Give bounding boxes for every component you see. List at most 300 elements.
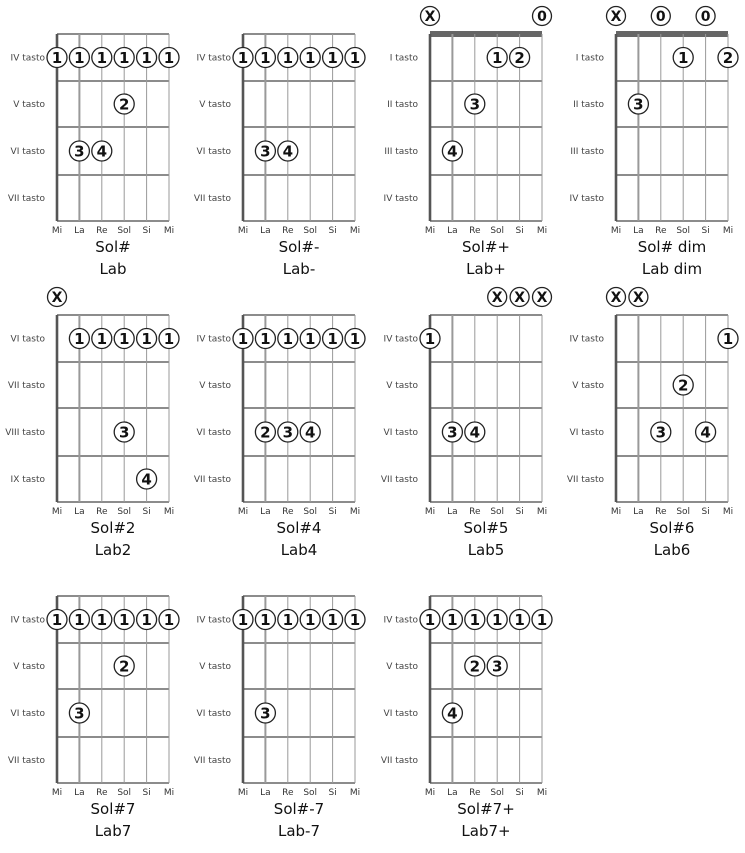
finger-dot bbox=[673, 48, 693, 68]
finger-dot bbox=[718, 329, 738, 349]
marker-label: 0 bbox=[700, 9, 711, 25]
string-label: Si bbox=[142, 507, 151, 517]
chord-name: Sol#7 bbox=[90, 800, 136, 818]
finger-dot bbox=[278, 610, 298, 630]
finger-dot bbox=[69, 703, 89, 723]
chord-alt-name: Lab-7 bbox=[277, 822, 321, 840]
finger-dot bbox=[442, 141, 462, 161]
finger-dot bbox=[159, 610, 179, 630]
chord-alt-name: Lab2 bbox=[94, 541, 132, 559]
fret-label: VII tasto bbox=[380, 756, 418, 766]
string-label: Sol bbox=[117, 226, 132, 236]
finger-number: 3 bbox=[282, 423, 294, 442]
string-label: La bbox=[74, 226, 85, 236]
finger-number: 1 bbox=[491, 49, 503, 67]
marker-label: X bbox=[514, 290, 525, 306]
finger-dot bbox=[114, 610, 134, 630]
finger-number: 3 bbox=[118, 423, 130, 442]
marker-label: 0 bbox=[537, 9, 547, 25]
string-label: Re bbox=[469, 788, 481, 798]
fret-label: I tasto bbox=[389, 53, 418, 64]
finger-number: 3 bbox=[260, 142, 271, 161]
finger-dot bbox=[323, 610, 343, 630]
string-label: Si bbox=[701, 507, 710, 517]
finger-number: 2 bbox=[722, 49, 734, 67]
finger-number: 1 bbox=[163, 611, 175, 629]
marker-label: X bbox=[51, 290, 63, 306]
chord-name: Sol#2 bbox=[90, 519, 136, 537]
chord-alt-name: Lab5 bbox=[467, 541, 505, 559]
finger-dot bbox=[442, 610, 462, 630]
marker-label: X bbox=[610, 290, 622, 306]
finger-number: 1 bbox=[141, 49, 152, 67]
finger-number: 1 bbox=[96, 330, 108, 348]
fret-label: VI tasto bbox=[383, 428, 418, 438]
string-label: Mi bbox=[610, 507, 622, 517]
fret-label: V tasto bbox=[386, 381, 418, 391]
string-label: Sol bbox=[303, 788, 318, 798]
finger-number: 2 bbox=[469, 657, 481, 676]
finger-number: 4 bbox=[282, 142, 294, 161]
finger-dot bbox=[465, 610, 485, 630]
fret-label: VI tasto bbox=[383, 709, 418, 719]
finger-number: 3 bbox=[633, 95, 644, 114]
string-label: Re bbox=[96, 507, 108, 517]
chord-diagram bbox=[8, 34, 179, 278]
finger-number: 1 bbox=[327, 49, 338, 67]
finger-dot bbox=[255, 48, 275, 68]
finger-dot bbox=[137, 48, 157, 68]
chord-diagram bbox=[384, 7, 552, 279]
finger-number: 1 bbox=[96, 611, 108, 629]
finger-number: 1 bbox=[469, 611, 481, 629]
finger-number: 4 bbox=[469, 423, 481, 442]
finger-number: 2 bbox=[514, 49, 525, 67]
finger-number: 4 bbox=[700, 423, 711, 442]
string-label: Sol bbox=[303, 507, 318, 517]
chord-diagram bbox=[8, 596, 179, 840]
muted-string-marker bbox=[48, 288, 67, 307]
string-label: Mi bbox=[51, 507, 63, 517]
finger-number: 1 bbox=[536, 611, 548, 629]
string-label: Mi bbox=[424, 507, 436, 517]
finger-number: 1 bbox=[163, 49, 175, 67]
finger-number: 1 bbox=[118, 49, 130, 67]
string-label: Re bbox=[469, 507, 481, 517]
finger-number: 1 bbox=[74, 49, 85, 67]
chord-diagram bbox=[194, 34, 365, 278]
chord-alt-name: Lab4 bbox=[280, 541, 318, 559]
fret-label: IV tasto bbox=[196, 334, 231, 345]
finger-number: 1 bbox=[163, 330, 175, 348]
chord-name: Sol#+ bbox=[461, 238, 511, 256]
finger-number: 1 bbox=[74, 611, 85, 629]
string-label: La bbox=[447, 788, 458, 798]
finger-dot bbox=[465, 94, 485, 114]
finger-number: 2 bbox=[118, 95, 130, 114]
finger-number: 3 bbox=[260, 704, 271, 723]
finger-dot bbox=[92, 48, 112, 68]
fret-label: III tasto bbox=[384, 147, 418, 157]
chord-name: Sol#7+ bbox=[457, 800, 515, 818]
finger-dot bbox=[255, 329, 275, 349]
finger-number: 1 bbox=[282, 330, 294, 348]
finger-number: 1 bbox=[722, 330, 734, 348]
finger-dot bbox=[345, 48, 365, 68]
string-label: Si bbox=[515, 788, 524, 798]
finger-number: 1 bbox=[304, 330, 316, 348]
fret-label: IV tasto bbox=[569, 334, 604, 345]
string-label: Mi bbox=[349, 507, 361, 517]
fret-label: VII tasto bbox=[193, 475, 231, 485]
fret-label: VII tasto bbox=[7, 194, 45, 204]
chord-alt-name: Lab dim bbox=[641, 260, 703, 278]
string-label: Mi bbox=[610, 226, 622, 236]
finger-dot bbox=[465, 656, 485, 676]
finger-number: 1 bbox=[141, 611, 152, 629]
finger-dot bbox=[255, 141, 275, 161]
finger-number: 1 bbox=[447, 611, 458, 629]
fret-label: IX tasto bbox=[10, 475, 45, 485]
finger-number: 4 bbox=[141, 470, 152, 489]
fret-label: V tasto bbox=[199, 662, 231, 672]
finger-number: 1 bbox=[118, 330, 130, 348]
chord-diagram bbox=[194, 596, 365, 840]
finger-dot bbox=[487, 656, 507, 676]
string-label: La bbox=[74, 507, 85, 517]
finger-dot bbox=[696, 422, 716, 442]
finger-dot bbox=[420, 329, 440, 349]
finger-dot bbox=[300, 329, 320, 349]
string-label: Re bbox=[96, 788, 108, 798]
chord-diagram bbox=[570, 7, 738, 279]
fret-label: VII tasto bbox=[7, 381, 45, 391]
muted-string-marker bbox=[488, 288, 507, 307]
string-label: Mi bbox=[349, 788, 361, 798]
finger-dot bbox=[420, 610, 440, 630]
marker-label: X bbox=[536, 290, 548, 306]
fret-label: V tasto bbox=[199, 381, 231, 391]
string-label: Mi bbox=[424, 788, 436, 798]
string-label: La bbox=[74, 788, 85, 798]
string-label: Sol bbox=[303, 226, 318, 236]
finger-dot bbox=[255, 610, 275, 630]
chord-diagram bbox=[194, 315, 365, 559]
string-label: La bbox=[447, 507, 458, 517]
muted-string-marker bbox=[510, 288, 529, 307]
finger-dot bbox=[137, 610, 157, 630]
chord-name: Sol#- bbox=[278, 238, 320, 256]
finger-dot bbox=[69, 329, 89, 349]
finger-number: 3 bbox=[655, 423, 667, 442]
string-label: Re bbox=[469, 226, 481, 236]
muted-string-marker bbox=[629, 288, 648, 307]
finger-number: 2 bbox=[677, 376, 689, 395]
muted-string-marker bbox=[533, 288, 552, 307]
open-string-marker bbox=[651, 7, 670, 26]
string-label: Sol bbox=[676, 507, 691, 517]
string-label: La bbox=[260, 507, 271, 517]
string-label: Sol bbox=[117, 507, 132, 517]
chord-alt-name: Lab7 bbox=[94, 822, 132, 840]
fret-label: II tasto bbox=[573, 100, 604, 110]
finger-number: 2 bbox=[118, 657, 130, 676]
muted-string-marker bbox=[607, 288, 626, 307]
fret-label: II tasto bbox=[387, 100, 418, 110]
string-label: Si bbox=[142, 226, 151, 236]
string-label: Si bbox=[701, 226, 710, 236]
string-label: Re bbox=[282, 788, 294, 798]
string-label: Sol bbox=[490, 507, 505, 517]
string-label: Re bbox=[282, 507, 294, 517]
chord-alt-name: Lab bbox=[99, 260, 127, 278]
fret-label: VI tasto bbox=[196, 147, 231, 157]
string-label: Mi bbox=[51, 788, 63, 798]
chord-name: Sol#6 bbox=[649, 519, 695, 537]
finger-dot bbox=[114, 94, 134, 114]
muted-string-marker bbox=[421, 7, 440, 26]
string-label: Sol bbox=[490, 788, 505, 798]
finger-number: 1 bbox=[260, 49, 271, 67]
string-label: Mi bbox=[722, 507, 734, 517]
fret-label: VI tasto bbox=[196, 428, 231, 438]
string-label: Sol bbox=[117, 788, 132, 798]
finger-dot bbox=[278, 329, 298, 349]
string-label: Mi bbox=[163, 788, 175, 798]
chord-name: Sol#5 bbox=[463, 519, 509, 537]
marker-label: X bbox=[633, 290, 644, 306]
fret-label: VI tasto bbox=[10, 334, 45, 345]
fret-label: III tasto bbox=[570, 147, 604, 157]
string-label: Mi bbox=[51, 226, 63, 236]
finger-dot bbox=[487, 48, 507, 68]
finger-number: 3 bbox=[74, 704, 85, 723]
string-label: Si bbox=[328, 226, 337, 236]
string-label: La bbox=[633, 226, 644, 236]
string-label: Sol bbox=[490, 226, 505, 236]
fret-label: V tasto bbox=[13, 662, 45, 672]
fret-label: IV tasto bbox=[10, 615, 45, 626]
finger-dot bbox=[114, 48, 134, 68]
finger-number: 3 bbox=[447, 423, 458, 442]
fret-label: IV tasto bbox=[196, 53, 231, 64]
finger-number: 1 bbox=[237, 330, 249, 348]
fret-label: IV tasto bbox=[569, 194, 604, 204]
string-label: Mi bbox=[349, 226, 361, 236]
finger-number: 2 bbox=[260, 423, 271, 442]
finger-dot bbox=[137, 329, 157, 349]
finger-number: 4 bbox=[447, 142, 458, 161]
chord-name: Sol# dim bbox=[637, 238, 707, 256]
finger-dot bbox=[69, 141, 89, 161]
finger-number: 1 bbox=[349, 330, 361, 348]
finger-dot bbox=[345, 329, 365, 349]
marker-label: X bbox=[610, 9, 622, 25]
finger-dot bbox=[233, 48, 253, 68]
marker-label: X bbox=[424, 9, 436, 25]
chord-alt-name: Lab7+ bbox=[461, 822, 511, 840]
fret-label: VII tasto bbox=[566, 475, 604, 485]
string-label: Si bbox=[515, 226, 524, 236]
finger-dot bbox=[323, 48, 343, 68]
fret-label: IV tasto bbox=[196, 615, 231, 626]
finger-number: 1 bbox=[282, 611, 294, 629]
string-label: La bbox=[260, 788, 271, 798]
finger-dot bbox=[92, 141, 112, 161]
string-label: Mi bbox=[424, 226, 436, 236]
fret-label: VIII tasto bbox=[5, 428, 45, 438]
marker-label: 0 bbox=[655, 9, 666, 25]
finger-dot bbox=[233, 329, 253, 349]
finger-dot bbox=[673, 375, 693, 395]
finger-dot bbox=[114, 329, 134, 349]
finger-dot bbox=[345, 610, 365, 630]
fret-label: V tasto bbox=[572, 381, 604, 391]
chord-diagram bbox=[381, 288, 552, 560]
finger-dot bbox=[69, 610, 89, 630]
finger-number: 1 bbox=[51, 49, 63, 67]
finger-dot bbox=[92, 329, 112, 349]
finger-dot bbox=[300, 48, 320, 68]
finger-dot bbox=[278, 141, 298, 161]
finger-number: 1 bbox=[327, 330, 338, 348]
finger-number: 1 bbox=[304, 611, 316, 629]
chord-name: Sol#-7 bbox=[273, 800, 325, 818]
string-label: Mi bbox=[536, 226, 548, 236]
finger-dot bbox=[278, 422, 298, 442]
finger-number: 3 bbox=[74, 142, 85, 161]
string-label: Si bbox=[328, 788, 337, 798]
finger-number: 1 bbox=[118, 611, 130, 629]
finger-dot bbox=[255, 422, 275, 442]
chord-name: Sol#4 bbox=[276, 519, 322, 537]
fret-label: VII tasto bbox=[193, 194, 231, 204]
finger-number: 1 bbox=[424, 611, 436, 629]
finger-number: 1 bbox=[282, 49, 294, 67]
finger-number: 1 bbox=[514, 611, 525, 629]
finger-number: 4 bbox=[304, 423, 316, 442]
marker-label: X bbox=[491, 290, 503, 306]
finger-dot bbox=[233, 610, 253, 630]
finger-number: 1 bbox=[141, 330, 152, 348]
fret-label: VI tasto bbox=[10, 709, 45, 719]
chord-alt-name: Lab+ bbox=[466, 260, 506, 278]
finger-dot bbox=[92, 610, 112, 630]
string-label: Mi bbox=[237, 788, 249, 798]
string-label: La bbox=[447, 226, 458, 236]
string-label: Si bbox=[328, 507, 337, 517]
finger-number: 1 bbox=[491, 611, 503, 629]
string-label: Re bbox=[96, 226, 108, 236]
string-label: Re bbox=[655, 507, 667, 517]
nut bbox=[430, 31, 542, 37]
finger-dot bbox=[510, 610, 530, 630]
fret-label: VII tasto bbox=[7, 756, 45, 766]
fret-label: V tasto bbox=[13, 100, 45, 110]
string-label: Mi bbox=[237, 226, 249, 236]
string-label: Mi bbox=[722, 226, 734, 236]
fret-label: I tasto bbox=[575, 53, 604, 64]
string-label: La bbox=[260, 226, 271, 236]
nut bbox=[616, 31, 728, 37]
fret-label: IV tasto bbox=[383, 194, 418, 204]
finger-number: 1 bbox=[74, 330, 85, 348]
finger-dot bbox=[718, 48, 738, 68]
string-label: La bbox=[633, 507, 644, 517]
fret-label: VII tasto bbox=[380, 475, 418, 485]
finger-dot bbox=[300, 422, 320, 442]
finger-number: 1 bbox=[349, 611, 361, 629]
open-string-marker bbox=[696, 7, 715, 26]
muted-string-marker bbox=[607, 7, 626, 26]
fret-label: IV tasto bbox=[10, 53, 45, 64]
finger-dot bbox=[442, 703, 462, 723]
string-label: Re bbox=[282, 226, 294, 236]
fret-label: V tasto bbox=[199, 100, 231, 110]
finger-number: 1 bbox=[424, 330, 436, 348]
finger-dot bbox=[323, 329, 343, 349]
finger-dot bbox=[114, 656, 134, 676]
finger-number: 1 bbox=[96, 49, 108, 67]
finger-number: 3 bbox=[469, 95, 481, 114]
finger-dot bbox=[465, 422, 485, 442]
fret-label: VII tasto bbox=[193, 756, 231, 766]
finger-dot bbox=[442, 422, 462, 442]
fret-label: IV tasto bbox=[383, 615, 418, 626]
finger-number: 1 bbox=[260, 611, 271, 629]
fret-label: IV tasto bbox=[383, 334, 418, 345]
finger-number: 1 bbox=[327, 611, 338, 629]
string-label: Sol bbox=[676, 226, 691, 236]
finger-number: 1 bbox=[677, 49, 689, 67]
string-label: Mi bbox=[163, 507, 175, 517]
finger-number: 3 bbox=[491, 657, 503, 676]
finger-number: 1 bbox=[260, 330, 271, 348]
finger-number: 1 bbox=[237, 611, 249, 629]
chord-alt-name: Lab- bbox=[282, 260, 316, 278]
chord-diagram bbox=[5, 288, 179, 560]
fret-label: VI tasto bbox=[569, 428, 604, 438]
finger-dot bbox=[69, 48, 89, 68]
string-label: Si bbox=[515, 507, 524, 517]
fret-label: VI tasto bbox=[196, 709, 231, 719]
string-label: Mi bbox=[237, 507, 249, 517]
chord-diagram bbox=[567, 288, 738, 560]
string-label: Mi bbox=[536, 507, 548, 517]
finger-dot bbox=[651, 422, 671, 442]
finger-dot bbox=[47, 610, 67, 630]
finger-dot bbox=[300, 610, 320, 630]
string-label: Mi bbox=[536, 788, 548, 798]
finger-dot bbox=[628, 94, 648, 114]
fret-label: VI tasto bbox=[10, 147, 45, 157]
finger-number: 1 bbox=[304, 49, 316, 67]
string-label: Re bbox=[655, 226, 667, 236]
finger-dot bbox=[159, 48, 179, 68]
fret-label: V tasto bbox=[386, 662, 418, 672]
chord-name: Sol# bbox=[95, 238, 131, 256]
finger-dot bbox=[47, 48, 67, 68]
finger-number: 4 bbox=[447, 704, 458, 723]
chord-alt-name: Lab6 bbox=[653, 541, 691, 559]
finger-dot bbox=[278, 48, 298, 68]
finger-number: 1 bbox=[51, 611, 63, 629]
finger-dot bbox=[510, 48, 530, 68]
chord-diagram bbox=[381, 596, 552, 840]
finger-dot bbox=[137, 469, 157, 489]
finger-dot bbox=[255, 703, 275, 723]
string-label: Mi bbox=[163, 226, 175, 236]
